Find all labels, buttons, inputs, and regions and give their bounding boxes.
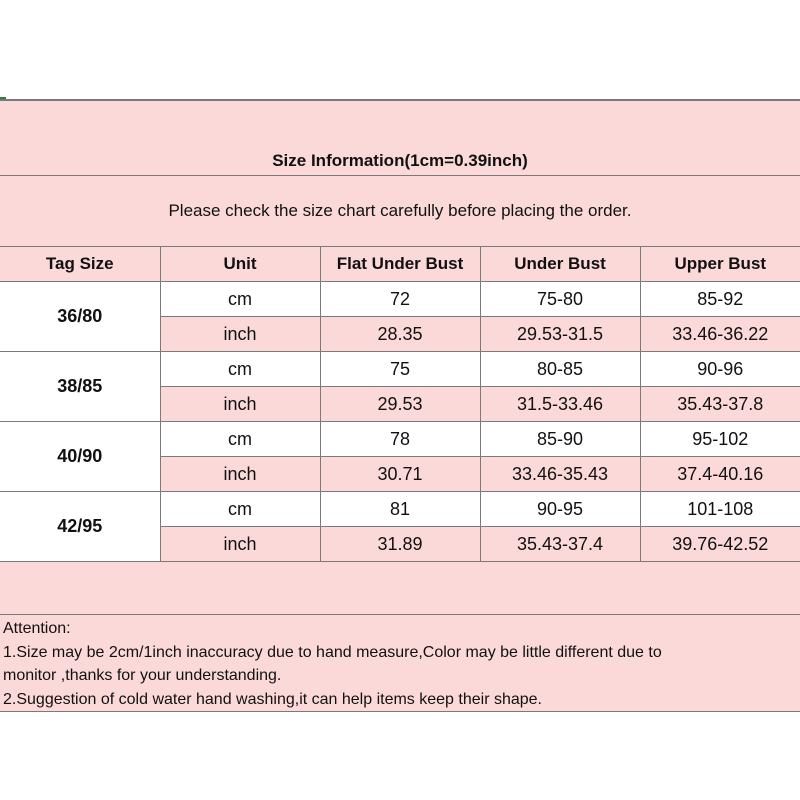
under-bust-cell: 33.46-35.43: [480, 457, 640, 492]
unit-cell: cm: [160, 492, 320, 527]
under-bust-cell: 90-95: [480, 492, 640, 527]
upper-bust-cell: 39.76-42.52: [640, 527, 800, 562]
unit-cell: cm: [160, 282, 320, 317]
flat-under-bust-cell: 31.89: [320, 527, 480, 562]
table-row: [0, 492, 800, 527]
tag-size-cell: 42/95: [0, 492, 160, 562]
unit-cell: inch: [160, 317, 320, 352]
spacer-cell: [0, 562, 800, 615]
upper-bust-cell: 90-96: [640, 352, 800, 387]
chart-notice: Please check the size chart carefully before placing the order.: [0, 176, 800, 247]
attention-line-1-cont: monitor ,thanks for your understanding.: [3, 667, 282, 684]
flat-under-bust-cell: 29.53: [320, 387, 480, 422]
header-tag-size: Tag Size: [0, 247, 160, 282]
flat-under-bust-cell: 72: [320, 282, 480, 317]
flat-under-bust-cell: 28.35: [320, 317, 480, 352]
upper-bust-cell: 35.43-37.8: [640, 387, 800, 422]
upper-bust-cell: 101-108: [640, 492, 800, 527]
unit-cell: cm: [160, 352, 320, 387]
table-row: [0, 352, 800, 387]
header-row: [0, 247, 800, 282]
flat-under-bust-cell: 30.71: [320, 457, 480, 492]
flat-under-bust-cell: 75: [320, 352, 480, 387]
under-bust-cell: 80-85: [480, 352, 640, 387]
attention-line-2: 2.Suggestion of cold water hand washing,it can help items keep their shape.: [3, 690, 542, 708]
unit-cell: inch: [160, 387, 320, 422]
upper-bust-cell: 37.4-40.16: [640, 457, 800, 492]
upper-bust-cell: 33.46-36.22: [640, 317, 800, 352]
under-bust-cell: 29.53-31.5: [480, 317, 640, 352]
table-row: [0, 422, 800, 457]
size-chart-table: [0, 100, 800, 712]
chart-title: Size Information(1cm=0.39inch): [0, 101, 800, 176]
unit-cell: inch: [160, 527, 320, 562]
header-upper-bust: Upper Bust: [640, 247, 800, 282]
header-flat-under-bust: Flat Under Bust: [320, 247, 480, 282]
flat-under-bust-cell: 78: [320, 422, 480, 457]
unit-cell: cm: [160, 422, 320, 457]
under-bust-cell: 75-80: [480, 282, 640, 317]
tag-size-cell: 40/90: [0, 422, 160, 492]
table-row: [0, 282, 800, 317]
attention-line-1: 1.Size may be 2cm/1inch inaccuracy due to hand measure,Color may be little different due to: [3, 643, 662, 661]
unit-cell: inch: [160, 457, 320, 492]
attention-heading: Attention:: [3, 620, 71, 637]
under-bust-cell: 35.43-37.4: [480, 527, 640, 562]
upper-bust-cell: 85-92: [640, 282, 800, 317]
attention-notes: [0, 615, 800, 712]
upper-bust-cell: 95-102: [640, 422, 800, 457]
under-bust-cell: 85-90: [480, 422, 640, 457]
header-unit: Unit: [160, 247, 320, 282]
header-under-bust: Under Bust: [480, 247, 640, 282]
tag-size-cell: 38/85: [0, 352, 160, 422]
size-chart-sheet: [0, 99, 800, 708]
flat-under-bust-cell: 81: [320, 492, 480, 527]
tag-size-cell: 36/80: [0, 282, 160, 352]
under-bust-cell: 31.5-33.46: [480, 387, 640, 422]
